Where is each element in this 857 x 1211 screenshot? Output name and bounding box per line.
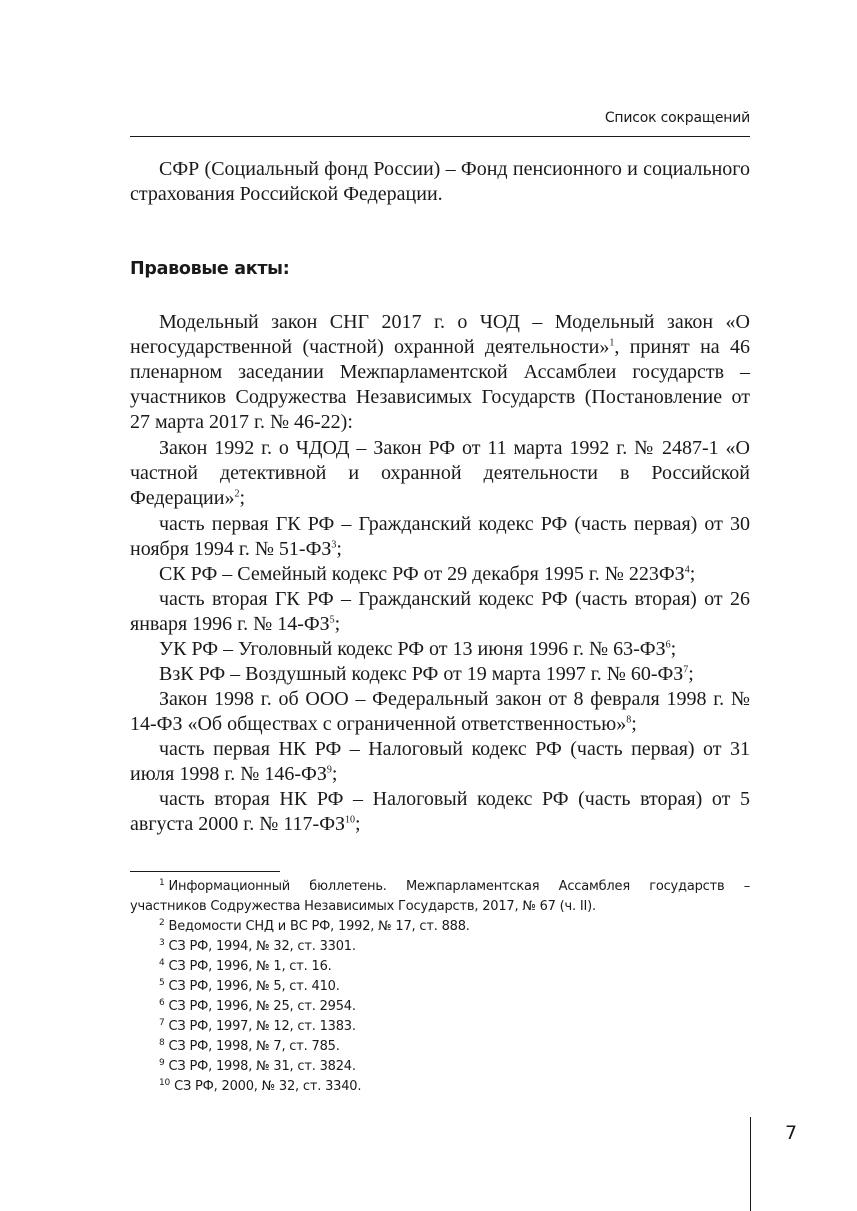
legal-act-item	[130, 587, 750, 637]
footnote-number: 1	[159, 877, 165, 888]
footnote-number: 3	[159, 937, 165, 948]
legal-act-tail: , принят на 46 пленарном заседании Межпарламентской Ассамблеи государств – участников Содружества Независимых Государств (Постановление от 27 марта 2017 г. № 46-22):	[130, 336, 750, 433]
footnote	[130, 957, 750, 977]
footnote	[130, 1077, 750, 1097]
footnote-ref[interactable]: 9	[326, 764, 332, 776]
legal-act-tail: ;	[336, 538, 342, 560]
legal-act-text: ВзК РФ – Воздушный кодекс РФ от 19 марта 1997 г. № 60-ФЗ	[159, 663, 684, 685]
intro-paragraph: СФР (Социальный фонд России) – Фонд пенсионного и социального страхования Российской Федерации.	[130, 158, 750, 205]
footnote-number: 10	[159, 1077, 171, 1088]
footnote	[130, 937, 750, 957]
footnote-ref[interactable]: 1	[609, 337, 615, 349]
legal-act-tail: ;	[688, 663, 694, 685]
footnote	[130, 1017, 750, 1037]
intro-block	[130, 157, 750, 207]
footnote-text: Ведомости СНД и ВС РФ, 1992, № 17, ст. 888.	[168, 919, 470, 934]
legal-act-item	[130, 310, 750, 436]
footnote	[130, 1037, 750, 1057]
footnote-ref[interactable]: 8	[626, 714, 632, 726]
footnote-separator	[130, 871, 280, 872]
legal-act-tail: ;	[239, 487, 246, 509]
legal-act-item	[130, 662, 750, 687]
legal-act-item	[130, 637, 750, 662]
footnote-text: СЗ РФ, 1998, № 31, ст. 3824.	[168, 1059, 356, 1074]
footnote-ref[interactable]: 7	[683, 664, 689, 676]
footnote-number: 2	[159, 917, 165, 928]
legal-act-item	[130, 737, 750, 787]
footnote-text: СЗ РФ, 1998, № 7, ст. 785.	[168, 1039, 340, 1054]
footnote-number: 7	[159, 1017, 165, 1028]
legal-act-text: часть первая ГК РФ – Гражданский кодекс РФ (часть первая) от 30 ноября 1994 г. № 51-ФЗ	[130, 513, 750, 560]
footnote-number: 6	[159, 997, 165, 1008]
section-title: Правовые акты:	[130, 259, 290, 279]
legal-act-item	[130, 687, 750, 737]
footnote-ref[interactable]: 3	[331, 539, 337, 551]
legal-act-tail: ;	[689, 563, 696, 585]
footnote-number: 4	[159, 957, 165, 968]
footnote-text: СЗ РФ, 1994, № 32, ст. 3301.	[168, 939, 356, 954]
page-number: 7	[785, 1122, 798, 1144]
legal-act-text: СК РФ – Семейный кодекс РФ от 29 декабря 1995 г. № 223ФЗ	[159, 563, 685, 585]
footnote	[130, 877, 750, 917]
legal-acts-list	[130, 310, 750, 837]
legal-act-tail: ;	[670, 638, 677, 660]
legal-act-item	[130, 512, 750, 562]
footnote	[130, 977, 750, 997]
footnotes	[130, 877, 750, 1097]
footnote	[130, 997, 750, 1017]
legal-act-text: Модельный закон СНГ 2017 г. о ЧОД – Модельный закон «О негосударственной (частной) охранной деятельности»	[130, 311, 750, 358]
legal-act-item	[130, 436, 750, 512]
footnote-text: СЗ РФ, 2000, № 32, ст. 3340.	[174, 1079, 362, 1094]
footnote-ref[interactable]: 10	[345, 814, 356, 826]
footnote-text: СЗ РФ, 1996, № 5, ст. 410.	[168, 979, 340, 994]
footnote-text: СЗ РФ, 1997, № 12, ст. 1383.	[168, 1019, 356, 1034]
legal-act-text: часть вторая НК РФ – Налоговый кодекс РФ (часть вторая) от 5 августа 2000 г. № 117-ФЗ	[130, 788, 750, 835]
footnote	[130, 917, 750, 937]
legal-act-text: часть вторая ГК РФ – Гражданский кодекс РФ (часть вторая) от 26 января 1996 г. № 14-ФЗ	[130, 588, 750, 635]
footnote-ref[interactable]: 5	[329, 614, 335, 626]
footnote-ref[interactable]: 4	[684, 564, 690, 576]
footnote-text: СЗ РФ, 1996, № 25, ст. 2954.	[168, 999, 356, 1014]
legal-act-item	[130, 787, 750, 837]
legal-act-tail: ;	[334, 613, 341, 635]
page-number-rule	[750, 1117, 751, 1211]
legal-act-text: Закон 1992 г. о ЧДОД – Закон РФ от 11 марта 1992 г. № 2487-1 «О частной детективной и охранной деятельности в Российской Федерации»	[130, 437, 750, 509]
footnote-ref[interactable]: 2	[234, 488, 240, 500]
legal-act-item	[130, 562, 750, 587]
footnote-number: 5	[159, 977, 165, 988]
footnote-text: СЗ РФ, 1996, № 1, ст. 16.	[168, 959, 332, 974]
legal-act-text: часть первая НК РФ – Налоговый кодекс РФ (часть первая) от 31 июля 1998 г. № 146-ФЗ	[130, 738, 750, 785]
footnote-number: 9	[159, 1057, 165, 1068]
legal-act-tail: ;	[631, 713, 637, 735]
running-header-title: Список сокращений	[604, 110, 750, 126]
footnote-text: Информационный бюллетень. Межпарламентская Ассамблея государств – участников Содружества Независимых Государств, 2017, № 67 (ч. II).	[130, 879, 750, 914]
legal-act-tail: ;	[355, 813, 361, 835]
legal-act-text: Закон 1998 г. об ООО – Федеральный закон от 8 февраля 1998 г. № 14-ФЗ «Об обществах с ограниченной ответственностью»	[130, 688, 750, 735]
legal-act-text: УК РФ – Уголовный кодекс РФ от 13 июня 1996 г. № 63-ФЗ	[159, 638, 666, 660]
legal-act-tail: ;	[331, 763, 338, 785]
footnote-number: 8	[159, 1037, 165, 1048]
footnote-ref[interactable]: 6	[665, 639, 671, 651]
running-header	[130, 108, 750, 137]
footnote	[130, 1057, 750, 1077]
